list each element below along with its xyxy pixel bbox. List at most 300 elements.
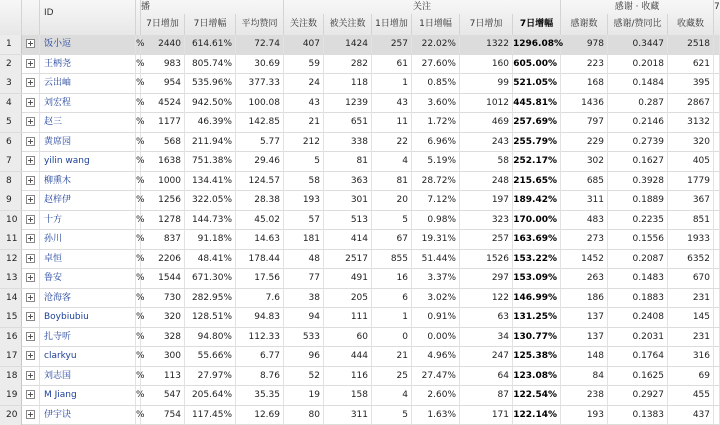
follow-7d-increase: 247 — [460, 347, 513, 366]
thanks-count: 137 — [561, 328, 608, 347]
forward-7d-increase: 547 — [141, 386, 185, 405]
user-name-link[interactable]: yilin wang — [40, 152, 136, 171]
following-count: 94 — [284, 308, 324, 327]
1d-increase: 4 — [372, 386, 412, 405]
thanks-upvote-ratio: 0.2018 — [608, 55, 668, 74]
table-row[interactable] — [0, 347, 720, 367]
table-row[interactable] — [0, 94, 720, 114]
1d-increase: 4 — [372, 152, 412, 171]
truncated-right-cell — [714, 347, 720, 366]
row-index: 16 — [0, 328, 22, 347]
truncated-right-cell — [714, 35, 720, 54]
header-expand-blank — [22, 0, 40, 35]
table-row[interactable] — [0, 367, 720, 387]
follower-count: 282 — [324, 55, 372, 74]
1d-growth: 0.85% — [412, 74, 460, 93]
truncated-right-cell — [714, 94, 720, 113]
forward-7d-growth: 94.80% — [185, 328, 236, 347]
expand-plus-icon[interactable] — [26, 332, 35, 341]
thanks-upvote-ratio: 0.3447 — [608, 35, 668, 54]
table-row[interactable] — [0, 55, 720, 75]
follow-7d-increase: 248 — [460, 172, 513, 191]
follow-7d-growth: 170.00% — [513, 211, 561, 230]
expand-button[interactable] — [22, 386, 40, 405]
favorites-count: 231 — [668, 328, 714, 347]
following-count: 77 — [284, 269, 324, 288]
favorites-count: 1933 — [668, 230, 714, 249]
thanks-count: 1452 — [561, 250, 608, 269]
forward-7d-growth: 91.18% — [185, 230, 236, 249]
expand-plus-icon[interactable] — [26, 390, 35, 399]
thanks-count: 273 — [561, 230, 608, 249]
favorites-count: 69 — [668, 367, 714, 386]
following-count: 38 — [284, 289, 324, 308]
thanks-upvote-ratio: 0.2739 — [608, 133, 668, 152]
forward-7d-growth: 128.51% — [185, 308, 236, 327]
forward-7d-growth: 211.94% — [185, 133, 236, 152]
follow-7d-growth: 1296.08% — [513, 35, 561, 54]
average-upvote: 12.69 — [236, 406, 284, 425]
follower-count: 301 — [324, 191, 372, 210]
follow-7d-increase: 160 — [460, 55, 513, 74]
1d-increase: 67 — [372, 230, 412, 249]
follower-count: 111 — [324, 308, 372, 327]
follower-count: 116 — [324, 367, 372, 386]
forward-7d-increase: 1544 — [141, 269, 185, 288]
expand-plus-icon[interactable] — [26, 234, 35, 243]
expand-plus-icon[interactable] — [26, 293, 35, 302]
user-name-link[interactable]: 伊宇诀 — [40, 406, 136, 425]
1d-increase: 16 — [372, 269, 412, 288]
1d-growth: 3.60% — [412, 94, 460, 113]
header-favorites-count[interactable]: 收藏数 — [668, 14, 714, 35]
1d-increase: 6 — [372, 289, 412, 308]
header-id[interactable]: ID — [40, 0, 136, 35]
user-name-link[interactable]: 鲁安 — [40, 269, 136, 288]
truncated-cell: % — [136, 113, 141, 132]
table-row[interactable] — [0, 113, 720, 133]
thanks-count: 685 — [561, 172, 608, 191]
1d-increase: 22 — [372, 133, 412, 152]
1d-increase: 5 — [372, 211, 412, 230]
average-upvote: 35.35 — [236, 386, 284, 405]
table-row[interactable] — [0, 133, 720, 153]
truncated-cell: % — [136, 211, 141, 230]
follow-7d-growth: 146.99% — [513, 289, 561, 308]
header-thanks-upvote-ratio[interactable]: 感谢/赞同比 — [608, 14, 668, 35]
forward-7d-growth: 751.38% — [185, 152, 236, 171]
thanks-count: 168 — [561, 74, 608, 93]
thanks-upvote-ratio: 0.1883 — [608, 289, 668, 308]
row-index: 3 — [0, 74, 22, 93]
follow-7d-increase: 34 — [460, 328, 513, 347]
follow-7d-growth: 257.69% — [513, 113, 561, 132]
follower-count: 60 — [324, 328, 372, 347]
average-upvote: 29.46 — [236, 152, 284, 171]
forward-7d-growth: 46.39% — [185, 113, 236, 132]
follow-7d-growth: 122.14% — [513, 406, 561, 425]
truncated-right-cell — [714, 211, 720, 230]
average-upvote: 30.69 — [236, 55, 284, 74]
header-average-upvote[interactable]: 平均赞同 — [236, 14, 284, 35]
follow-7d-growth: 131.25% — [513, 308, 561, 327]
header-follower-count[interactable]: 被关注数 — [324, 14, 372, 35]
1d-growth: 4.96% — [412, 347, 460, 366]
row-index: 14 — [0, 289, 22, 308]
forward-7d-growth: 144.73% — [185, 211, 236, 230]
follow-7d-increase: 87 — [460, 386, 513, 405]
table-row[interactable] — [0, 191, 720, 211]
average-upvote: 142.85 — [236, 113, 284, 132]
follow-7d-growth: 153.22% — [513, 250, 561, 269]
expand-plus-icon[interactable] — [26, 39, 35, 48]
thanks-count: 186 — [561, 289, 608, 308]
expand-button[interactable] — [22, 328, 40, 347]
thanks-upvote-ratio: 0.1556 — [608, 230, 668, 249]
average-upvote: 124.57 — [236, 172, 284, 191]
expand-button[interactable] — [22, 74, 40, 93]
thanks-count: 148 — [561, 347, 608, 366]
average-upvote: 178.44 — [236, 250, 284, 269]
forward-7d-increase: 2206 — [141, 250, 185, 269]
forward-7d-growth: 535.96% — [185, 74, 236, 93]
favorites-count: 2518 — [668, 35, 714, 54]
table-row[interactable] — [0, 152, 720, 172]
follow-7d-growth: 153.09% — [513, 269, 561, 288]
user-name-link[interactable]: 王柄尧 — [40, 55, 136, 74]
thanks-count: 302 — [561, 152, 608, 171]
row-index: 20 — [0, 406, 22, 425]
header-1d-increase[interactable]: 1日增加 — [372, 14, 412, 35]
1d-growth: 27.47% — [412, 367, 460, 386]
1d-growth: 3.37% — [412, 269, 460, 288]
table-row[interactable] — [0, 308, 720, 328]
average-upvote: 8.76 — [236, 367, 284, 386]
expand-button[interactable] — [22, 191, 40, 210]
expand-plus-icon[interactable] — [26, 410, 35, 419]
follow-7d-growth: 215.65% — [513, 172, 561, 191]
favorites-count: 3132 — [668, 113, 714, 132]
thanks-count: 978 — [561, 35, 608, 54]
1d-growth: 0.98% — [412, 211, 460, 230]
expand-button[interactable] — [22, 230, 40, 249]
header-forward-7d-increase[interactable]: 7日增加 — [141, 14, 185, 35]
header-follow-7d-increase[interactable]: 7日增加 — [460, 14, 513, 35]
follow-7d-growth: 252.17% — [513, 152, 561, 171]
truncated-cell: % — [136, 347, 141, 366]
forward-7d-increase: 320 — [141, 308, 185, 327]
truncated-right-cell — [714, 133, 720, 152]
truncated-cell: % — [136, 74, 141, 93]
truncated-cell: % — [136, 172, 141, 191]
expand-plus-icon[interactable] — [26, 59, 35, 68]
expand-plus-icon[interactable] — [26, 273, 35, 282]
table-row[interactable] — [0, 74, 720, 94]
truncated-right-cell — [714, 230, 720, 249]
expand-plus-icon[interactable] — [26, 215, 35, 224]
1d-growth: 27.60% — [412, 55, 460, 74]
follower-count: 1239 — [324, 94, 372, 113]
follow-7d-increase: 1322 — [460, 35, 513, 54]
follower-count: 651 — [324, 113, 372, 132]
user-name-link[interactable]: 卓恒 — [40, 250, 136, 269]
1d-growth: 6.96% — [412, 133, 460, 152]
row-index: 5 — [0, 113, 22, 132]
follower-count: 205 — [324, 289, 372, 308]
expand-button[interactable] — [22, 347, 40, 366]
forward-7d-increase: 954 — [141, 74, 185, 93]
expand-button[interactable] — [22, 35, 40, 54]
expand-button[interactable] — [22, 94, 40, 113]
1d-growth: 0.00% — [412, 328, 460, 347]
follower-count: 414 — [324, 230, 372, 249]
user-name-link[interactable]: 柳熏木 — [40, 172, 136, 191]
table-row[interactable] — [0, 35, 720, 55]
expand-button[interactable] — [22, 406, 40, 425]
user-name-link[interactable]: 扎寺听 — [40, 328, 136, 347]
follow-7d-growth: 123.08% — [513, 367, 561, 386]
user-name-link[interactable]: clarkyu — [40, 347, 136, 366]
expand-plus-icon[interactable] — [26, 98, 35, 107]
truncated-cell: % — [136, 191, 141, 210]
favorites-count: 670 — [668, 269, 714, 288]
expand-plus-icon[interactable] — [26, 351, 35, 360]
thanks-upvote-ratio: 0.287 — [608, 94, 668, 113]
follow-7d-increase: 122 — [460, 289, 513, 308]
thanks-count: 193 — [561, 406, 608, 425]
forward-7d-growth: 322.05% — [185, 191, 236, 210]
forward-7d-growth: 282.95% — [185, 289, 236, 308]
truncated-cell: % — [136, 289, 141, 308]
1d-increase: 1 — [372, 308, 412, 327]
forward-7d-growth: 671.30% — [185, 269, 236, 288]
1d-growth: 1.63% — [412, 406, 460, 425]
row-index: 10 — [0, 211, 22, 230]
expand-button[interactable] — [22, 308, 40, 327]
forward-7d-growth: 205.64% — [185, 386, 236, 405]
header-forward-7d-growth[interactable]: 7日增幅 — [185, 14, 236, 35]
forward-7d-increase: 2440 — [141, 35, 185, 54]
thanks-upvote-ratio: 0.2235 — [608, 211, 668, 230]
user-name-link[interactable]: 刘志国 — [40, 367, 136, 386]
truncated-right-cell — [714, 55, 720, 74]
header-follow-7d-growth[interactable]: 7日增幅 — [513, 14, 561, 35]
truncated-right-cell — [714, 308, 720, 327]
truncated-cell: % — [136, 308, 141, 327]
expand-plus-icon[interactable] — [26, 117, 35, 126]
row-index: 1 — [0, 35, 22, 54]
expand-plus-icon[interactable] — [26, 176, 35, 185]
following-count: 181 — [284, 230, 324, 249]
following-count: 533 — [284, 328, 324, 347]
truncated-cell: % — [136, 55, 141, 74]
expand-button[interactable] — [22, 113, 40, 132]
table-row[interactable] — [0, 211, 720, 231]
follow-7d-growth: 521.05% — [513, 74, 561, 93]
average-upvote: 112.33 — [236, 328, 284, 347]
1d-growth: 19.31% — [412, 230, 460, 249]
expand-button[interactable] — [22, 211, 40, 230]
follow-7d-increase: 469 — [460, 113, 513, 132]
forward-7d-growth: 55.66% — [185, 347, 236, 366]
table-row[interactable] — [0, 250, 720, 270]
table-row[interactable] — [0, 289, 720, 309]
forward-7d-increase: 300 — [141, 347, 185, 366]
user-name-link[interactable]: 沧海客 — [40, 289, 136, 308]
average-upvote: 100.08 — [236, 94, 284, 113]
table-row[interactable] — [0, 172, 720, 192]
1d-growth: 5.19% — [412, 152, 460, 171]
truncated-cell: % — [136, 328, 141, 347]
1d-increase: 855 — [372, 250, 412, 269]
truncated-right-cell — [714, 328, 720, 347]
1d-increase: 20 — [372, 191, 412, 210]
favorites-count: 145 — [668, 308, 714, 327]
1d-growth: 28.72% — [412, 172, 460, 191]
header-following-count[interactable]: 关注数 — [284, 14, 324, 35]
favorites-count: 395 — [668, 74, 714, 93]
table-row[interactable] — [0, 269, 720, 289]
expand-button[interactable] — [22, 55, 40, 74]
1d-increase: 81 — [372, 172, 412, 191]
thanks-upvote-ratio: 0.2408 — [608, 308, 668, 327]
thanks-upvote-ratio: 0.1889 — [608, 191, 668, 210]
expand-plus-icon[interactable] — [26, 371, 35, 380]
user-name-link[interactable]: 赵梓伊 — [40, 191, 136, 210]
following-count: 193 — [284, 191, 324, 210]
row-index: 15 — [0, 308, 22, 327]
thanks-upvote-ratio: 0.1764 — [608, 347, 668, 366]
expand-plus-icon[interactable] — [26, 137, 35, 146]
row-index: 4 — [0, 94, 22, 113]
thanks-count: 137 — [561, 308, 608, 327]
user-name-link[interactable]: 十方 — [40, 211, 136, 230]
follow-7d-growth: 255.79% — [513, 133, 561, 152]
following-count: 43 — [284, 94, 324, 113]
thanks-count: 238 — [561, 386, 608, 405]
follow-7d-growth: 130.77% — [513, 328, 561, 347]
follow-7d-increase: 1526 — [460, 250, 513, 269]
following-count: 5 — [284, 152, 324, 171]
expand-button[interactable] — [22, 269, 40, 288]
truncated-right-cell — [714, 172, 720, 191]
row-index: 7 — [0, 152, 22, 171]
1d-growth: 3.02% — [412, 289, 460, 308]
follow-7d-increase: 197 — [460, 191, 513, 210]
truncated-right-cell — [714, 250, 720, 269]
average-upvote: 7.6 — [236, 289, 284, 308]
average-upvote: 28.38 — [236, 191, 284, 210]
average-upvote: 5.77 — [236, 133, 284, 152]
grid-header — [0, 0, 720, 36]
truncated-cell: % — [136, 269, 141, 288]
expand-button[interactable] — [22, 152, 40, 171]
expand-button[interactable] — [22, 367, 40, 386]
group-header-cut-right: 7 — [714, 2, 720, 12]
row-index: 19 — [0, 386, 22, 405]
row-index: 8 — [0, 172, 22, 191]
user-name-link[interactable]: 刘宏程 — [40, 94, 136, 113]
favorites-count: 320 — [668, 133, 714, 152]
table-row[interactable] — [0, 406, 720, 425]
user-name-link[interactable]: 饭小逗 — [40, 35, 136, 54]
1d-increase: 11 — [372, 113, 412, 132]
follow-7d-growth: 445.81% — [513, 94, 561, 113]
thanks-upvote-ratio: 0.2031 — [608, 328, 668, 347]
header-index-blank — [0, 0, 22, 35]
1d-increase: 5 — [372, 406, 412, 425]
thanks-count: 1436 — [561, 94, 608, 113]
forward-7d-growth: 942.50% — [185, 94, 236, 113]
follower-count: 158 — [324, 386, 372, 405]
table-row[interactable] — [0, 328, 720, 348]
expand-plus-icon[interactable] — [26, 195, 35, 204]
thanks-upvote-ratio: 0.1625 — [608, 367, 668, 386]
user-name-link[interactable]: 孙川 — [40, 230, 136, 249]
user-name-link[interactable]: M Jiang — [40, 386, 136, 405]
thanks-count: 223 — [561, 55, 608, 74]
1d-increase: 61 — [372, 55, 412, 74]
row-index: 18 — [0, 367, 22, 386]
expand-plus-icon[interactable] — [26, 312, 35, 321]
average-upvote: 377.33 — [236, 74, 284, 93]
1d-growth: 22.02% — [412, 35, 460, 54]
follow-7d-increase: 64 — [460, 367, 513, 386]
expand-plus-icon[interactable] — [26, 254, 35, 263]
thanks-upvote-ratio: 0.1627 — [608, 152, 668, 171]
forward-7d-increase: 4524 — [141, 94, 185, 113]
truncated-cell: % — [136, 386, 141, 405]
user-name-link[interactable]: 云出岫 — [40, 74, 136, 93]
truncated-right-cell — [714, 367, 720, 386]
expand-button[interactable] — [22, 289, 40, 308]
follower-count: 363 — [324, 172, 372, 191]
group-header-forward: 播 — [141, 0, 284, 14]
1d-growth: 1.72% — [412, 113, 460, 132]
forward-7d-growth: 48.41% — [185, 250, 236, 269]
table-row[interactable] — [0, 230, 720, 250]
user-name-link[interactable]: Boybiubiu — [40, 308, 136, 327]
follow-7d-increase: 323 — [460, 211, 513, 230]
follow-7d-growth: 605.00% — [513, 55, 561, 74]
thanks-count: 263 — [561, 269, 608, 288]
expand-plus-icon[interactable] — [26, 156, 35, 165]
thanks-count: 229 — [561, 133, 608, 152]
1d-increase: 0 — [372, 328, 412, 347]
table-row[interactable] — [0, 386, 720, 406]
forward-7d-increase: 113 — [141, 367, 185, 386]
forward-7d-increase: 983 — [141, 55, 185, 74]
expand-plus-icon[interactable] — [26, 78, 35, 87]
thanks-upvote-ratio: 0.3928 — [608, 172, 668, 191]
expand-button[interactable] — [22, 172, 40, 191]
follow-7d-increase: 297 — [460, 269, 513, 288]
user-name-link[interactable]: 黄席园 — [40, 133, 136, 152]
1d-increase: 21 — [372, 347, 412, 366]
header-1d-growth[interactable]: 1日增幅 — [412, 14, 460, 35]
following-count: 58 — [284, 172, 324, 191]
user-name-link[interactable]: 赵三 — [40, 113, 136, 132]
thanks-count: 311 — [561, 191, 608, 210]
truncated-right-cell — [714, 406, 720, 425]
forward-7d-increase: 1256 — [141, 191, 185, 210]
expand-button[interactable] — [22, 250, 40, 269]
expand-button[interactable] — [22, 133, 40, 152]
header-thanks-count[interactable]: 感谢数 — [561, 14, 608, 35]
1d-growth: 51.44% — [412, 250, 460, 269]
follower-count: 311 — [324, 406, 372, 425]
follow-7d-increase: 58 — [460, 152, 513, 171]
